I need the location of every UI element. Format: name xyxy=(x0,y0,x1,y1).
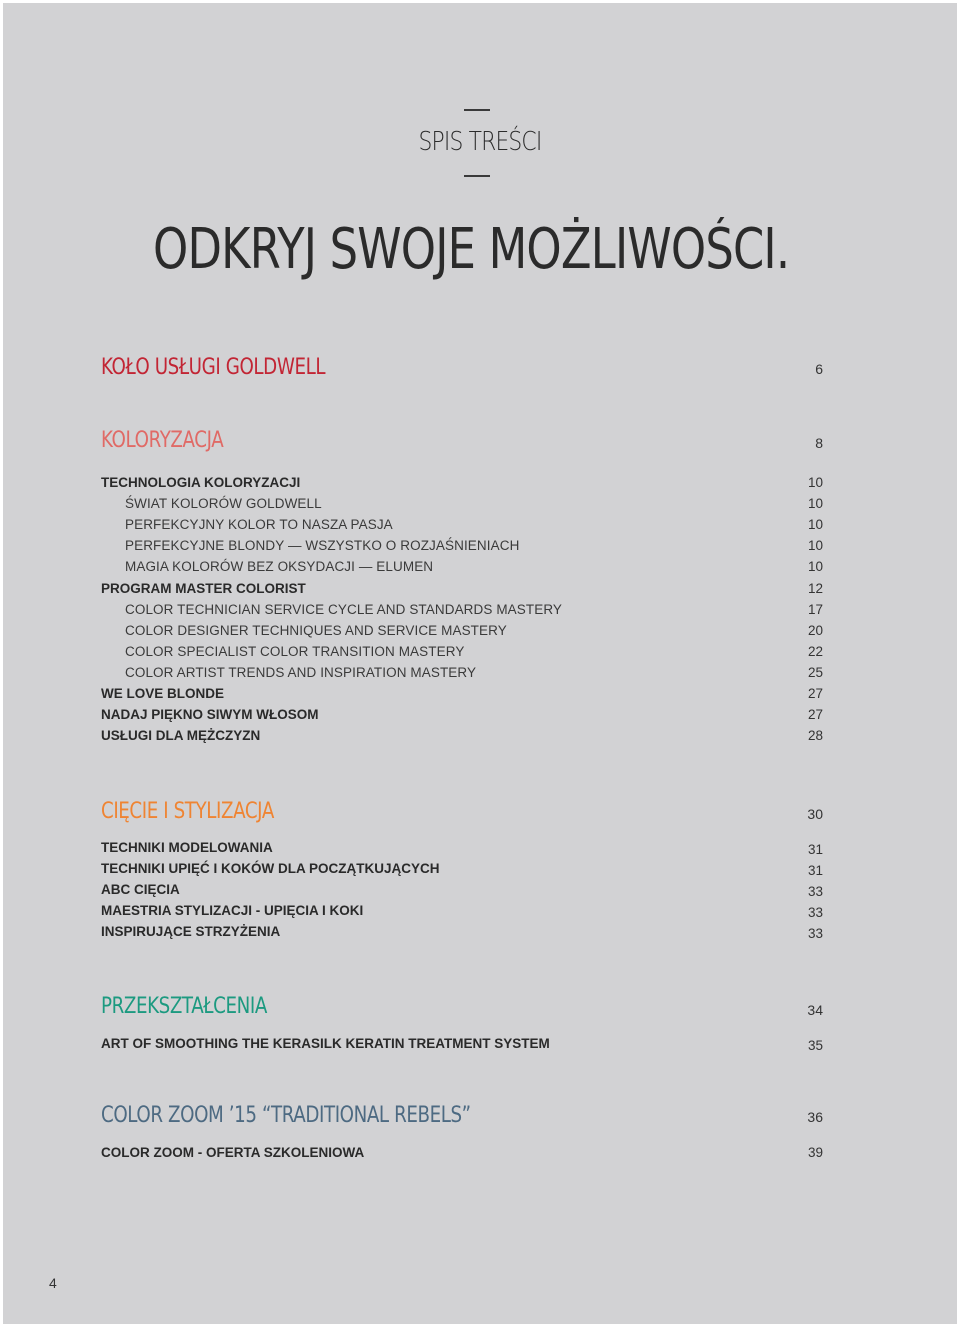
toc-entry[interactable] xyxy=(101,556,823,577)
page-number: 4 xyxy=(49,1275,57,1291)
section-title: COLOR ZOOM ’15 “TRADITIONAL REBELS” xyxy=(101,1103,471,1128)
bottom-dash xyxy=(464,175,490,177)
section-page-number: 8 xyxy=(815,435,823,451)
toc-entry-page: 22 xyxy=(807,643,823,659)
toc-entry[interactable] xyxy=(101,620,823,641)
toc-entry-page: 27 xyxy=(807,686,823,701)
toc-entry[interactable] xyxy=(101,704,823,725)
toc-entry-page: 31 xyxy=(807,842,823,857)
toc-entry-label: INSPIRUJĄCE STRZYŻENIA xyxy=(101,924,281,940)
toc-entry-page: 17 xyxy=(807,601,823,617)
toc-entry-label: ŚWIAT KOLORÓW GOLDWELL xyxy=(125,496,322,512)
page-headline: ODKRYJ SWOJE MOŻLIWOŚCI. xyxy=(153,217,790,282)
toc-entry-label: PROGRAM MASTER COLORIST xyxy=(101,580,306,596)
top-dash xyxy=(464,109,490,111)
toc-entry-label: COLOR TECHNICIAN SERVICE CYCLE AND STANDARDS MASTERY xyxy=(125,601,563,617)
toc-entry-label: COLOR ARTIST TRENDS AND INSPIRATION MASTERY xyxy=(125,664,477,680)
toc-entry-label: COLOR SPECIALIST COLOR TRANSITION MASTERY xyxy=(125,643,465,659)
toc-entry-label: COLOR ZOOM - OFERTA SZKOLENIOWA xyxy=(101,1145,365,1160)
toc-entry-label: TECHNIKI MODELOWANIA xyxy=(101,840,273,855)
section-title: PRZEKSZTAŁCENIA xyxy=(101,994,267,1019)
toc-entry[interactable] xyxy=(101,921,823,942)
toc-entry-page: 20 xyxy=(807,622,823,638)
toc-entry-page: 10 xyxy=(807,559,823,575)
toc-entry-label: PERFEKCYJNY KOLOR TO NASZA PASJA xyxy=(125,517,393,533)
toc-entry-label: TECHNIKI UPIĘĆ I KOKÓW DLA POCZĄTKUJĄCYCH xyxy=(101,861,440,877)
toc-entry-page: 39 xyxy=(807,1145,823,1160)
toc-entry-label: ART OF SMOOTHING THE KERASILK KERATIN TREATMENT SYSTEM xyxy=(101,1036,550,1051)
toc-entry[interactable] xyxy=(101,578,823,599)
section-title: CIĘCIE I STYLIZACJA xyxy=(101,799,274,824)
toc-entry[interactable] xyxy=(101,858,823,879)
toc-entry[interactable] xyxy=(101,837,823,858)
toc-entry-label: PERFEKCYJNE BLONDY — WSZYSTKO O ROZJAŚNIENIACH xyxy=(125,538,520,554)
toc-entry-label: NADAJ PIĘKNO SIWYM WŁOSOM xyxy=(101,707,319,723)
toc-entry-label: MAGIA KOLORÓW BEZ OKSYDACJI — ELUMEN xyxy=(125,559,434,575)
toc-entry-page: 12 xyxy=(807,580,823,596)
toc-entry-page: 10 xyxy=(807,538,823,554)
section-page-number: 34 xyxy=(807,1002,823,1018)
toc-entry[interactable] xyxy=(101,514,823,535)
toc-entry[interactable] xyxy=(101,879,823,900)
toc-entry[interactable] xyxy=(101,725,823,746)
toc-entry[interactable] xyxy=(101,900,823,921)
toc-entry-page: 33 xyxy=(807,926,823,942)
toc-entry[interactable] xyxy=(101,1142,823,1163)
toc-entry-page: 33 xyxy=(807,905,823,921)
toc-entry[interactable] xyxy=(101,535,823,556)
section-kicker: SPIS TREŚCI xyxy=(418,127,542,157)
toc-entry[interactable] xyxy=(101,1033,823,1054)
section-title: KOLORYZACJA xyxy=(101,428,224,453)
toc-entry[interactable] xyxy=(101,641,823,662)
toc-entry-label: USŁUGI DLA MĘŻCZYZN xyxy=(101,728,261,744)
toc-entry[interactable] xyxy=(101,662,823,683)
toc-entry-label: WE LOVE BLONDE xyxy=(101,686,225,701)
toc-entry-page: 10 xyxy=(807,496,823,512)
toc-entry[interactable] xyxy=(101,683,823,704)
toc-entry-page: 28 xyxy=(807,728,823,744)
toc-entry[interactable] xyxy=(101,493,823,514)
toc-entry[interactable] xyxy=(101,599,823,620)
toc-entry-page: 31 xyxy=(807,863,823,879)
toc-entry-page: 10 xyxy=(807,475,823,490)
toc-entry-page: 25 xyxy=(807,664,823,680)
section-title: KOŁO USŁUGI GOLDWELL xyxy=(101,355,326,380)
toc-entry-page: 35 xyxy=(807,1038,823,1053)
section-page-number: 36 xyxy=(807,1109,823,1125)
toc-entry-page: 33 xyxy=(807,884,823,900)
toc-entry[interactable] xyxy=(101,472,823,493)
document-page xyxy=(3,3,957,1324)
section-page-number: 6 xyxy=(815,361,823,377)
toc-entry-label: MAESTRIA STYLIZACJI - UPIĘCIA I KOKI xyxy=(101,903,364,919)
toc-entry-label: ABC CIĘCIA xyxy=(101,882,180,898)
toc-entry-label: TECHNOLOGIA KOLORYZACJI xyxy=(101,475,301,490)
toc-entry-page: 27 xyxy=(807,707,823,723)
section-page-number: 30 xyxy=(807,806,823,822)
toc-entry-label: COLOR DESIGNER TECHNIQUES AND SERVICE MASTERY xyxy=(125,622,507,638)
toc-entry-page: 10 xyxy=(807,517,823,533)
